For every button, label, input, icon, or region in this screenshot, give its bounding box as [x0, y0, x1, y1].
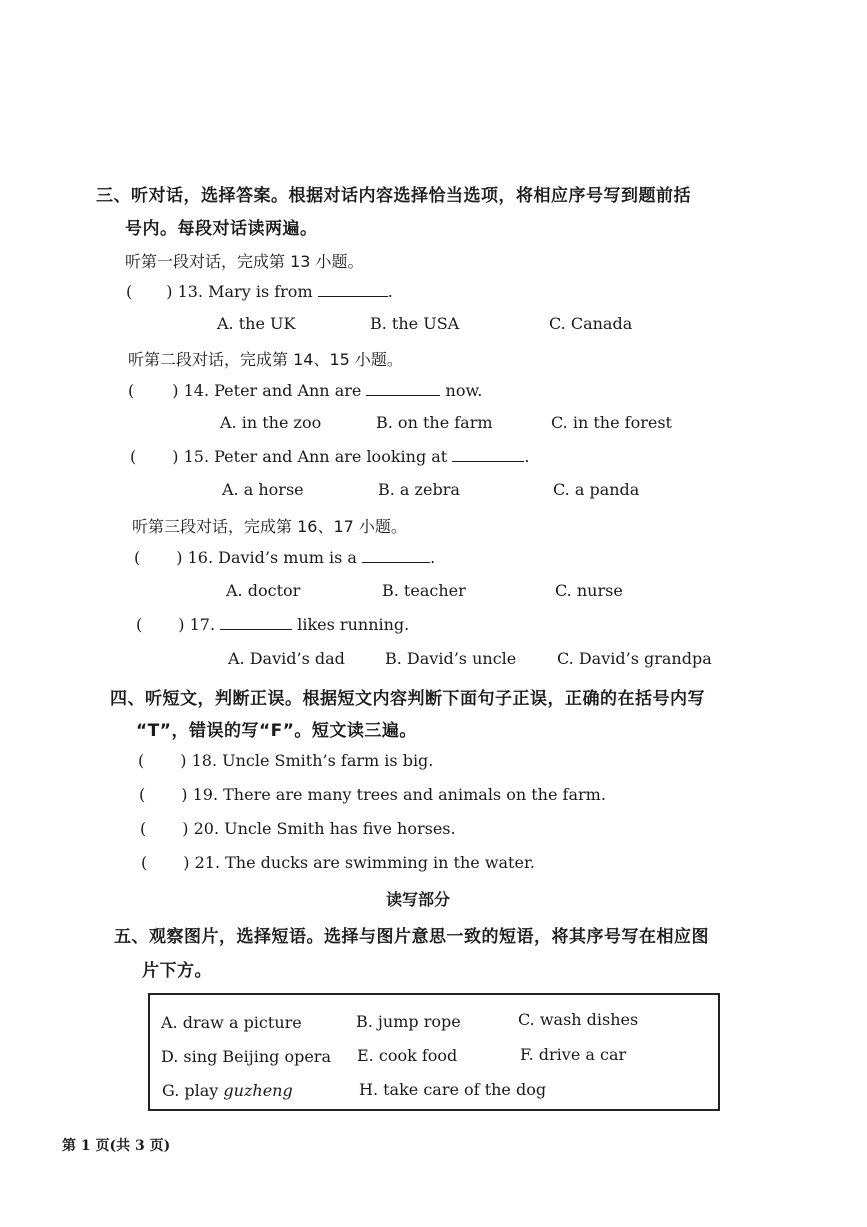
tf-statement: 19. There are many trees and animals on the farm.: [192, 785, 606, 804]
page-footer: 第 1 页(共 3 页): [62, 1138, 171, 1154]
question-text-end: likes running.: [297, 615, 410, 634]
section4-title-line1: 四、听短文，判断正误。根据短文内容判断下面句子正误，正确的在括号内写: [110, 689, 705, 709]
section3-title-line1: 三、听对话，选择答案。根据对话内容选择恰当选项，将相应序号写到题前括: [96, 186, 691, 206]
answer-paren-close: ): [166, 282, 173, 301]
option-16a: A. doctor: [226, 581, 301, 600]
answer-paren-open: (: [134, 548, 141, 567]
question-text-end: now.: [445, 381, 483, 400]
phrase-c: C. wash dishes: [518, 1010, 639, 1029]
answer-paren-open: (: [130, 447, 137, 466]
answer-paren-open: (: [126, 282, 133, 301]
answer-paren-close: ): [182, 819, 189, 838]
section3-title-line2: 号内。每段对话读两遍。: [125, 219, 318, 239]
phrase-f: F. drive a car: [520, 1045, 627, 1064]
dialogue2-instruction: 听第二段对话，完成第 14、15 小题。: [128, 350, 403, 369]
section4-title-line2: “T”，错误的写“F”。短文读三遍。: [136, 721, 417, 741]
question-text: 15. Peter and Ann are looking at: [183, 447, 448, 466]
phrase-g: [162, 1081, 293, 1100]
answer-paren-close: ): [172, 381, 179, 400]
answer-paren-close: ): [181, 785, 188, 804]
phrase-g-word: guzheng: [223, 1081, 293, 1100]
answer-paren-open: (: [136, 615, 143, 634]
question-text: 14. Peter and Ann are: [183, 381, 362, 400]
phrase-d: D. sing Beijing opera: [161, 1047, 331, 1066]
option-15a: A. a horse: [222, 480, 304, 499]
option-15c: C. a panda: [553, 480, 640, 499]
phrase-a: A. draw a picture: [161, 1013, 302, 1032]
option-17a: A. David’s dad: [228, 649, 345, 668]
section5-title-line2: 片下方。: [142, 961, 212, 981]
question-13: [126, 282, 393, 301]
question-text-end: .: [430, 548, 436, 567]
question-text-end: .: [524, 447, 530, 466]
question-16: [134, 548, 435, 567]
dialogue3-instruction: 听第三段对话，完成第 16、17 小题。: [132, 517, 407, 536]
question-14: [128, 381, 482, 400]
question-17: [136, 615, 409, 634]
answer-paren-close: ): [176, 548, 183, 567]
option-16b: B. teacher: [382, 581, 466, 600]
option-14a: A. in the zoo: [220, 413, 322, 432]
question-15: [130, 447, 529, 466]
tf-statement: 21. The ducks are swimming in the water.: [194, 853, 535, 872]
option-13b: B. the USA: [370, 314, 460, 333]
part-title: 读写部分: [386, 890, 451, 909]
tf-item-19: [139, 785, 606, 804]
answer-paren-close: ): [172, 447, 179, 466]
question-text: 16. David’s mum is a: [187, 548, 357, 567]
answer-paren-open: (: [141, 853, 148, 872]
option-14b: B. on the farm: [376, 413, 493, 432]
answer-paren-close: ): [180, 751, 187, 770]
option-17c: C. David’s grandpa: [557, 649, 712, 668]
answer-paren-open: (: [139, 785, 146, 804]
option-15b: B. a zebra: [378, 480, 460, 499]
option-14c: C. in the forest: [551, 413, 672, 432]
tf-item-18: [138, 751, 433, 770]
option-13a: A. the UK: [217, 314, 296, 333]
fill-blank: [366, 381, 440, 396]
answer-paren-close: ): [183, 853, 190, 872]
fill-blank: [318, 282, 388, 297]
fill-blank: [220, 615, 292, 630]
question-text: 17.: [189, 615, 216, 634]
option-17b: B. David’s uncle: [385, 649, 517, 668]
option-16c: C. nurse: [555, 581, 623, 600]
option-13c: C. Canada: [549, 314, 633, 333]
phrase-h: H. take care of the dog: [359, 1080, 547, 1099]
question-text: 13. Mary is from: [177, 282, 313, 301]
phrase-b: B. jump rope: [356, 1012, 461, 1031]
tf-statement: 20. Uncle Smith has five horses.: [193, 819, 456, 838]
tf-item-21: [141, 853, 535, 872]
answer-paren-open: (: [140, 819, 147, 838]
dialogue1-instruction: 听第一段对话，完成第 13 小题。: [125, 252, 364, 271]
tf-statement: 18. Uncle Smith’s farm is big.: [191, 751, 434, 770]
fill-blank: [362, 548, 430, 563]
phrase-e: E. cook food: [357, 1046, 458, 1065]
answer-paren-open: (: [128, 381, 135, 400]
fill-blank: [452, 447, 524, 462]
answer-paren-close: ): [178, 615, 185, 634]
tf-item-20: [140, 819, 456, 838]
section5-title-line1: 五、观察图片，选择短语。选择与图片意思一致的短语，将其序号写在相应图: [114, 927, 709, 947]
phrase-g-prefix: G. play: [162, 1081, 224, 1100]
answer-paren-open: (: [138, 751, 145, 770]
question-text-end: .: [387, 282, 393, 301]
